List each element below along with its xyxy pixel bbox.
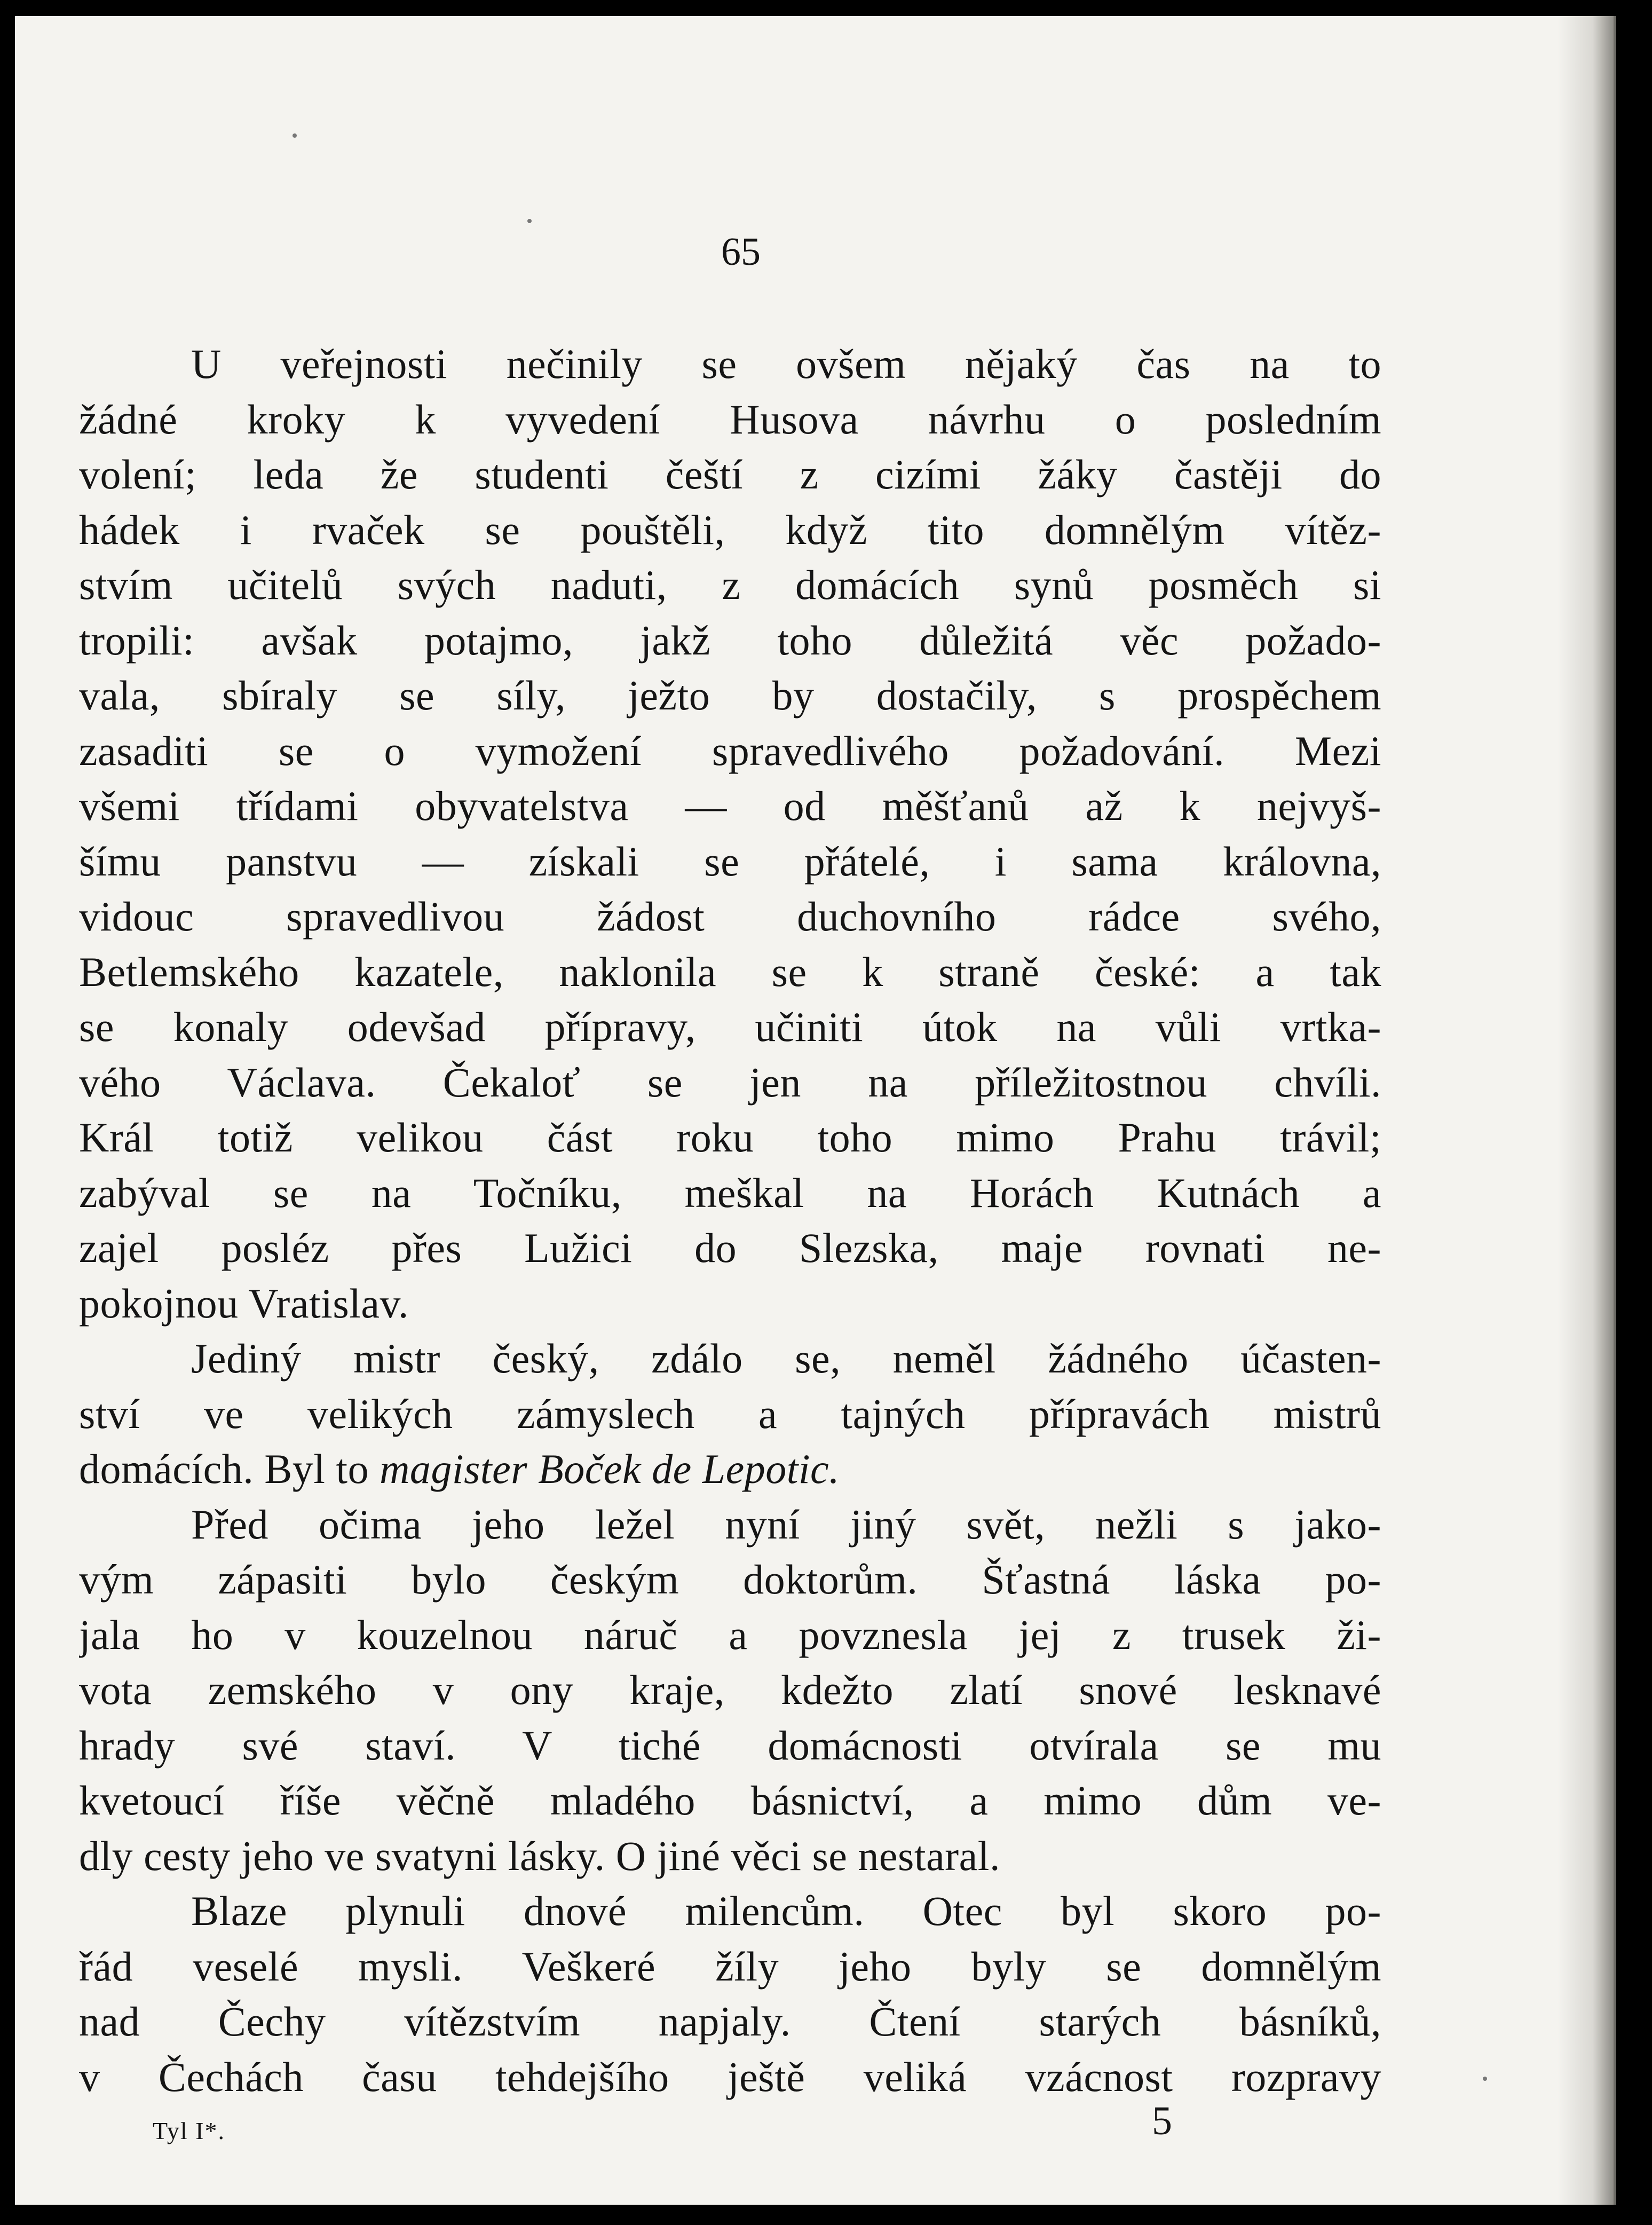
text-line-content: vým zápasiti bylo českým doktorům. Šťastná láska po- bbox=[79, 1556, 1381, 1603]
text-line-content: volení; leda že studenti čeští z cizími žáky častěji do bbox=[79, 451, 1381, 498]
text-line-content: jala ho v kouzelnou náruč a povznesla jej z trusek ži- bbox=[79, 1611, 1381, 1658]
text-line bbox=[79, 1718, 1381, 1773]
text-line bbox=[79, 1497, 1381, 1552]
text-line-content: vého Václava. Čekaloť se jen na příležitostnou chvíli. bbox=[79, 1059, 1381, 1106]
text-line-content: všemi třídami obyvatelstva — od měšťanů až k nejvyš- bbox=[79, 783, 1381, 829]
text-line bbox=[79, 1883, 1381, 1939]
text-line-content: stvím učitelů svých naduti, z domácích synů posměch si bbox=[79, 562, 1381, 608]
body-text bbox=[79, 336, 1381, 2104]
text-line bbox=[79, 392, 1381, 447]
text-line bbox=[79, 1331, 1381, 1386]
text-line bbox=[79, 1939, 1381, 1994]
text-line bbox=[79, 1386, 1381, 1442]
text-line bbox=[79, 447, 1381, 502]
text-line bbox=[79, 336, 1381, 392]
italic-name: magister Boček de Lepotic. bbox=[380, 1446, 840, 1492]
text-line bbox=[79, 1220, 1381, 1276]
text-line-content: domácích. Byl to bbox=[79, 1446, 380, 1492]
text-line bbox=[79, 778, 1381, 834]
text-line-content: řád veselé mysli. Veškeré žíly jeho byly se domnělým bbox=[79, 1943, 1381, 1990]
text-line bbox=[79, 723, 1381, 779]
text-line bbox=[79, 1441, 1381, 1497]
text-line-content: v Čechách času tehdejšího ještě veliká vzácnost rozpravy bbox=[79, 2053, 1381, 2100]
text-line bbox=[79, 1110, 1381, 1165]
text-line bbox=[79, 944, 1381, 1000]
text-line bbox=[79, 502, 1381, 558]
text-line-content: hádek i rvaček se pouštěli, když tito domnělým vítěz- bbox=[79, 506, 1381, 553]
text-line-content: nad Čechy vítězstvím napjaly. Čtení starých básníků, bbox=[79, 1998, 1381, 2045]
text-line-content: U veřejnosti nečinily se ovšem nějaký čas na to bbox=[191, 341, 1381, 387]
scan-speck bbox=[293, 133, 297, 138]
scan-speck bbox=[527, 219, 532, 223]
text-line bbox=[79, 889, 1381, 944]
text-line bbox=[79, 1552, 1381, 1607]
text-line-content: vota zemského v ony kraje, kdežto zlatí snové lesknavé bbox=[79, 1667, 1381, 1713]
text-line-content: pokojnou Vratislav. bbox=[79, 1280, 409, 1327]
text-line-content: zajel posléz přes Lužici do Slezska, maje rovnati ne- bbox=[79, 1225, 1381, 1271]
text-line-content: žádné kroky k vyvedení Husova návrhu o posledním bbox=[79, 396, 1381, 443]
text-line-content: šímu panstvu — získali se přátelé, i sama královna, bbox=[79, 838, 1381, 885]
text-line bbox=[79, 1773, 1381, 1828]
text-line-content: Betlemského kazatele, naklonila se k straně české: a tak bbox=[79, 948, 1381, 995]
sheet-number: 5 bbox=[1152, 2098, 1172, 2143]
text-line-content: zasaditi se o vymožení spravedlivého požadování. Mezi bbox=[79, 727, 1381, 774]
text-line bbox=[79, 1828, 1381, 1884]
text-line-content: ství ve velikých zámyslech a tajných přípravách mistrů bbox=[79, 1390, 1381, 1437]
book-page bbox=[15, 16, 1614, 2205]
text-line bbox=[79, 613, 1381, 668]
text-line bbox=[79, 1276, 1381, 1331]
text-line-content: se konaly odevšad přípravy, učiniti útok na vůli vrtka- bbox=[79, 1004, 1381, 1050]
text-line-content: tropili: avšak potajmo, jakž toho důležitá věc požado- bbox=[79, 617, 1381, 664]
text-line bbox=[79, 999, 1381, 1055]
text-line-content: Před očima jeho ležel nyní jiný svět, nežli s jako- bbox=[191, 1501, 1381, 1548]
text-line bbox=[79, 557, 1381, 613]
text-line-content: zabýval se na Točníku, meškal na Horách Kutnách a bbox=[79, 1169, 1381, 1216]
text-line bbox=[79, 1994, 1381, 2049]
text-line-content: dly cesty jeho ve svatyni lásky. O jiné věci se nestaral. bbox=[79, 1832, 1000, 1879]
text-line bbox=[79, 1055, 1381, 1110]
text-line-content: vidouc spravedlivou žádost duchovního rádce svého, bbox=[79, 893, 1381, 940]
text-line bbox=[79, 1607, 1381, 1663]
text-line-content: Král totiž velikou část roku toho mimo Prahu trávil; bbox=[79, 1114, 1381, 1161]
page-number: 65 bbox=[721, 230, 761, 274]
printer-signature: Tyl I*. bbox=[153, 2117, 225, 2144]
text-line-content: kvetoucí říše věčně mladého básnictví, a mimo dům ve- bbox=[79, 1777, 1381, 1824]
text-line-content: Jediný mistr český, zdálo se, neměl žádného účasten- bbox=[191, 1335, 1381, 1382]
text-line bbox=[79, 1165, 1381, 1221]
text-line bbox=[79, 668, 1381, 723]
text-line-content: Blaze plynuli dnové milencům. Otec byl skoro po- bbox=[191, 1888, 1381, 1934]
text-line-content: vala, sbíraly se síly, ježto by dostačily, s prospěchem bbox=[79, 672, 1381, 719]
text-line bbox=[79, 834, 1381, 889]
page-edge-shadow bbox=[1558, 16, 1616, 2205]
text-line bbox=[79, 2049, 1381, 2105]
text-line-content: hrady své staví. V tiché domácnosti otvírala se mu bbox=[79, 1722, 1381, 1769]
scan-speck bbox=[1483, 2077, 1487, 2081]
text-line bbox=[79, 1662, 1381, 1718]
